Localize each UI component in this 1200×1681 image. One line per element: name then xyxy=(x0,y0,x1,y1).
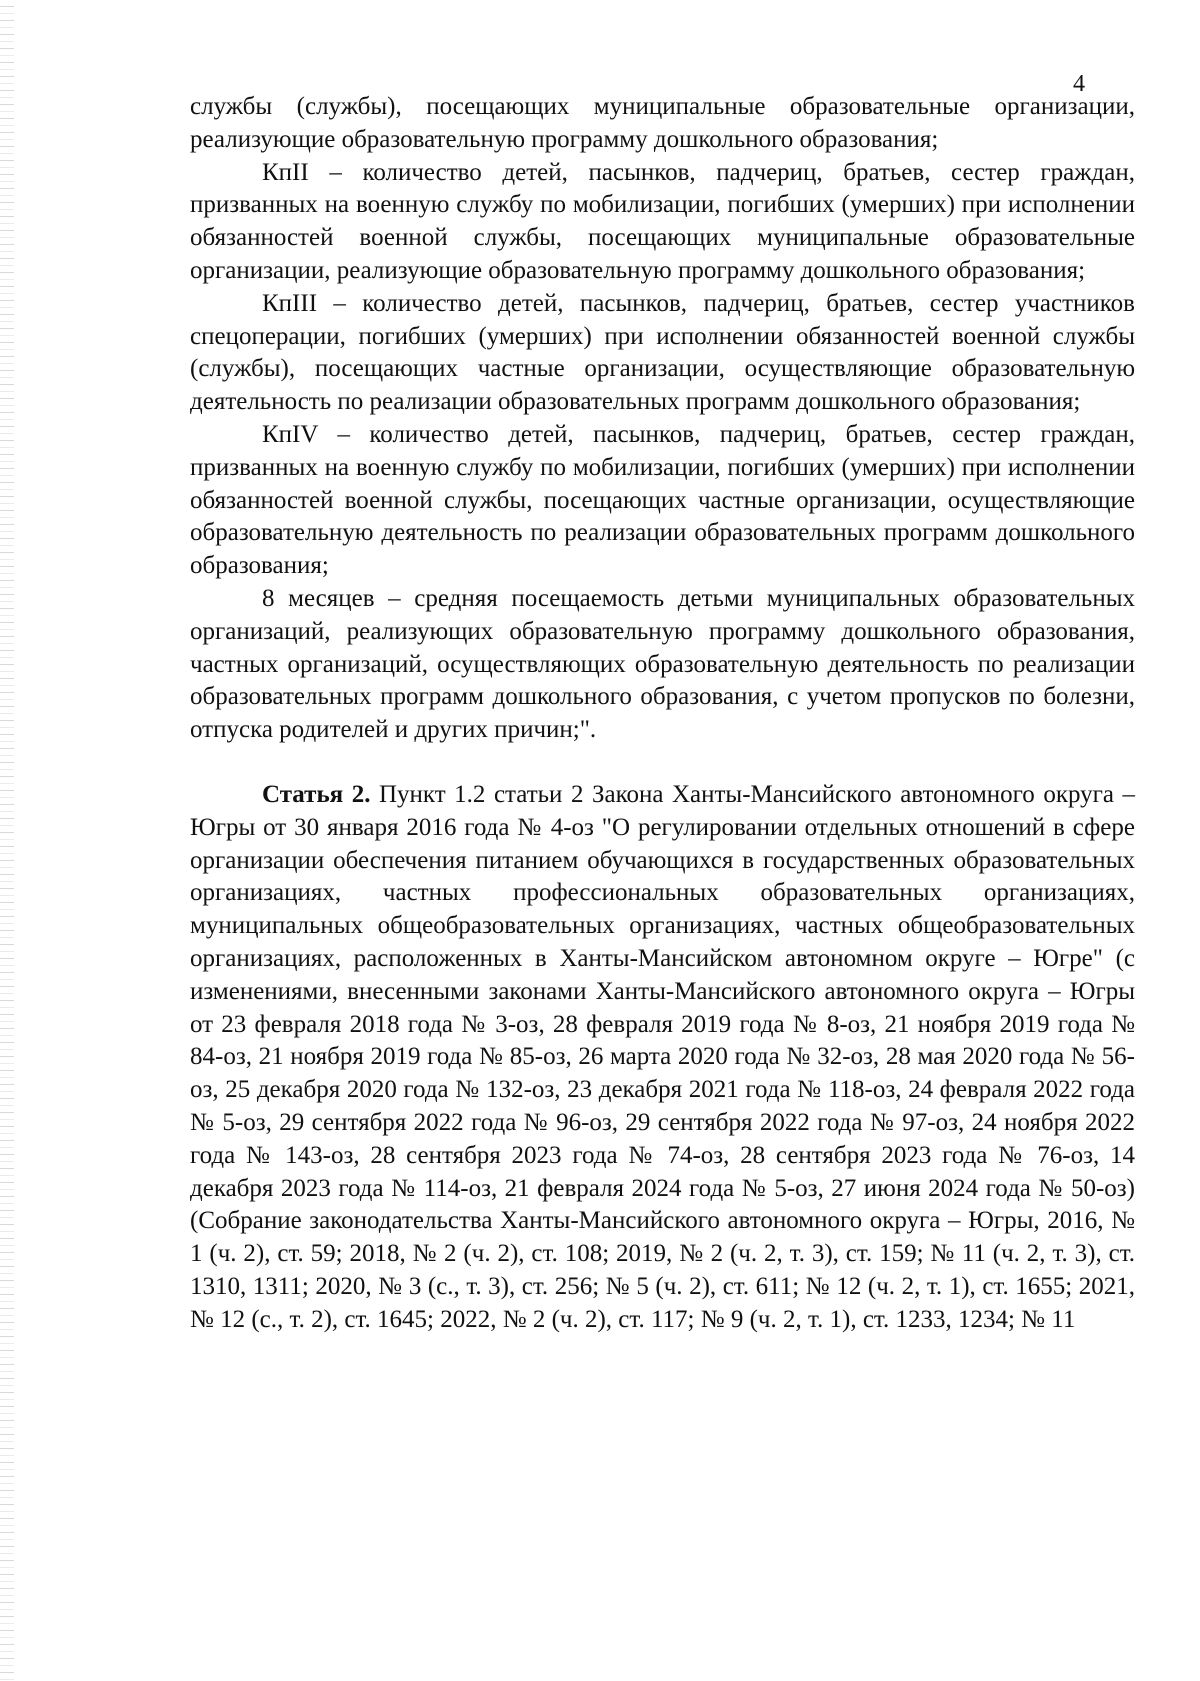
article-text: Пункт 1.2 статьи 2 Закона Ханты-Мансийского автономного округа – Югры от 30 января 2016 года № 4-оз "О регулировании отдельных отношений в сфере организации обеспечения питанием обучающихся в государственных образовательных организациях, частных профессиональных образовательных организациях, муниципальных общеобразовательных организациях, частных общеобразовательных организациях, расположенных в Ханты-Мансийском автономном округе – Югре" (с изменениями, внесенными законами Ханты-Мансийского автономного округа – Югры от 23 февраля 2018 года № 3-оз, 28 февраля 2019 года № 8-оз, 21 ноября 2019 года № 84-оз, 21 ноября 2019 года № 85-оз, 26 марта 2020 года № 32-оз, 28 мая 2020 года № 56-оз, 25 декабря 2020 года № 132-оз, 23 декабря 2021 года № 118-оз, 24 февраля 2022 года № 5-оз, 29 сентября 2022 года № 96-оз, 29 сентября 2022 года № 97-оз, 24 ноября 2022 года № 143-оз, 28 сентября 2023 года № 74-оз, 28 сентября 2023 года № 76-оз, 14 декабря 2023 года № 114-оз, 21 февраля 2024 года № 5-оз, 27 июня 2024 года № 50-оз) (Собрание законодательства Ханты-Мансийского автономного округа – Югры, 2016, № 1 (ч. 2), ст. 59; 2018, № 2 (ч. 2), ст. 108; 2019, № 2 (ч. 2, т. 3), ст. 159; № 11 (ч. 2, т. 3), ст. 1310, 1311; 2020, № 3 (с., т. 3), ст. 256; № 5 (ч. 2), ст. 611; № 12 (ч. 2, т. 1), ст. 1655; 2021, № 12 (с., т. 2), ст. 1645; 2022, № 2 (ч. 2), ст. 117; № 9 (ч. 2, т. 1), ст. 1233, 1234; № 11 xyxy=(190,780,1135,1333)
paragraph-continuation: службы (службы), посещающих муниципальные образовательные организации, реализующие образовательную программу дошкольного образования; xyxy=(190,93,1135,153)
paragraph-eight-months: 8 месяцев – средняя посещаемость детьми муниципальных образовательных организаций, реализующих образовательную программу дошкольного образования, частных организаций, осуществляющих образовательную деятельность по реализации образовательных программ дошкольного образования, с учетом пропусков по болезни, отпуска родителей и других причин;". xyxy=(190,584,1135,744)
document-body xyxy=(190,91,1135,1336)
article-2-paragraph xyxy=(190,779,1135,1337)
paragraph-gap xyxy=(190,747,1135,779)
paragraph-kp3: КпIII – количество детей, пасынков, падчериц, братьев, сестер участников спецоперации, погибших (умерших) при исполнении обязанностей военной службы (службы), посещающих частные организации, осуществляющие образовательную деятельность по реализации образовательных программ дошкольного образования; xyxy=(190,289,1135,416)
article-label: Статья 2. xyxy=(262,780,371,808)
paragraph-kp4: КпIV – количество детей, пасынков, падчериц, братьев, сестер граждан, призванных на военную службу по мобилизации, погибших (умерших) при исполнении обязанностей военной службы, посещающих частные организации, осуществляющие образовательную деятельность по реализации образовательных программ дошкольного образования; xyxy=(190,420,1135,580)
scan-edge-artifact xyxy=(0,0,14,1681)
page-number: 4 xyxy=(1073,71,1085,97)
paragraph-kp2: КпII – количество детей, пасынков, падчериц, братьев, сестер граждан, призванных на военную службу по мобилизации, погибших (умерших) при исполнении обязанностей военной службы, посещающих муниципальные образовательные организации, реализующие образовательную программу дошкольного образования; xyxy=(190,158,1135,284)
